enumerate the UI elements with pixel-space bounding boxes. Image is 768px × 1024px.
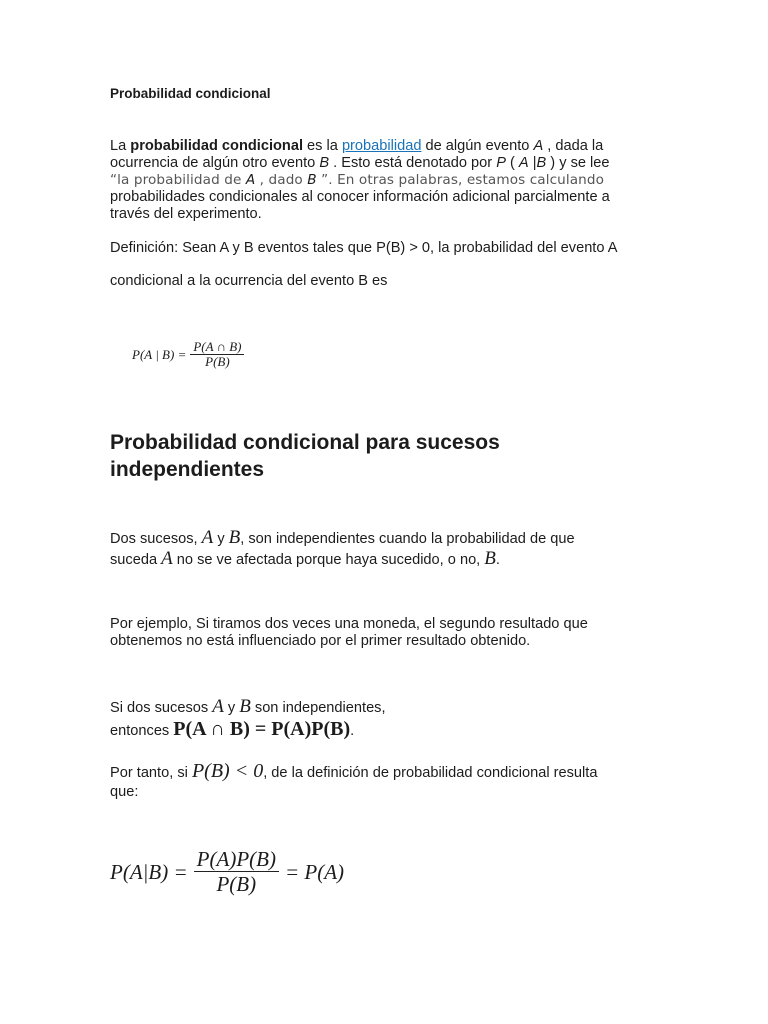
independence-line-2 <box>110 549 670 570</box>
result-rhs: = P(A) <box>284 859 345 884</box>
definition-line-1: Definición: Sean A y B eventos tales que P(B) > 0, la probabilidad del evento A <box>110 240 618 256</box>
var-a: A <box>245 172 256 188</box>
result-formula <box>110 848 344 896</box>
intro-paragraph <box>110 138 670 223</box>
formula-lhs: P(A | B) = <box>132 347 187 363</box>
result-denominator: P(B) <box>216 872 257 897</box>
condition-formula <box>192 760 263 782</box>
stmt-text: y <box>223 700 240 716</box>
intro-line-3 <box>110 172 670 189</box>
intro-text: | <box>528 155 537 171</box>
intro-line-2 <box>110 155 670 172</box>
stmt-text: entonces <box>110 723 174 739</box>
intro-line-1 <box>110 138 670 155</box>
intro-text: ocurrencia de algún otro evento <box>110 155 320 171</box>
var-b: B <box>239 696 251 717</box>
indep-text: suceda <box>110 552 162 568</box>
var-a: A <box>533 138 544 154</box>
intro-text: ) y se lee <box>546 155 610 171</box>
consequence-text: , de la definición de probabilidad condicional resulta <box>263 765 598 781</box>
indep-text: no se ve afectada porque haya sucedido, o no, <box>172 552 485 568</box>
intro-text: ”. En otras palabras, estamos calculando <box>316 172 605 188</box>
example-line-1: Por ejemplo, Si tiramos dos veces una moneda, el segundo resultado que <box>110 616 588 632</box>
formula-numerator: P(A ∩ B) <box>190 340 244 355</box>
example-line-2: obtenemos no está influenciado por el primer resultado obtenido. <box>110 633 531 649</box>
intro-text: La <box>110 138 131 154</box>
result-numerator: P(A)P(B) <box>194 848 279 872</box>
indep-text: y <box>213 531 229 547</box>
var-a: A <box>518 155 529 171</box>
intro-text: , dada la <box>543 138 604 154</box>
independence-formula: P(A ∩ B) = P(A)P(B) <box>173 718 351 740</box>
independence-paragraph <box>110 528 670 570</box>
intro-text: de algún evento <box>421 138 534 154</box>
independence-statement-line-1 <box>110 697 670 718</box>
consequence-line-1 <box>110 760 670 784</box>
condition-formula-text: P(B) < 0 <box>191 760 264 782</box>
var-b: B <box>228 527 241 548</box>
stmt-text: son independientes, <box>250 700 386 716</box>
intro-bold-term: probabilidad condicional <box>130 138 303 154</box>
conditional-probability-formula <box>132 340 244 370</box>
consequence-line-2: que: <box>110 784 139 800</box>
var-b: B <box>536 155 547 171</box>
var-p: P <box>496 155 506 171</box>
intro-text: , dado <box>255 172 308 188</box>
indep-text: , son independientes cuando la probabilidad de que <box>240 531 575 547</box>
independence-statement-line-2 <box>110 718 670 742</box>
intro-text: ( <box>505 155 519 171</box>
intro-text: . Esto está denotado por <box>329 155 497 171</box>
indep-text: . <box>495 552 500 568</box>
var-b: B <box>319 155 330 171</box>
consequence-paragraph <box>110 760 670 801</box>
consequence-text: Por tanto, si <box>110 765 192 781</box>
var-a: A <box>201 527 214 548</box>
stmt-text: Si dos sucesos <box>110 700 213 716</box>
intro-text: es la <box>303 138 342 154</box>
intro-line-4: probabilidades condicionales al conocer información adicional parcialmente a <box>110 189 610 205</box>
stmt-text: . <box>350 723 355 739</box>
page-title: Probabilidad condicional <box>110 86 271 101</box>
intro-text: “la probabilidad de <box>110 172 246 188</box>
definition-line-2: condicional a la ocurrencia del evento B es <box>110 273 388 289</box>
var-a: A <box>161 548 173 569</box>
formula-fraction <box>190 340 244 370</box>
probabilidad-link[interactable]: probabilidad <box>341 138 422 154</box>
result-lhs: P(A|B) = <box>110 859 188 884</box>
formula-denominator: P(B) <box>205 354 230 370</box>
independence-statement <box>110 697 670 742</box>
intro-line-5: través del experimento. <box>110 206 262 222</box>
var-b: B <box>484 548 496 569</box>
section-heading: Probabilidad condicional para sucesos independientes <box>110 431 500 481</box>
result-fraction <box>194 848 279 896</box>
var-a: A <box>212 696 224 717</box>
independence-line-1 <box>110 528 670 549</box>
indep-text: Dos sucesos, <box>110 531 202 547</box>
var-b: B <box>307 172 317 188</box>
